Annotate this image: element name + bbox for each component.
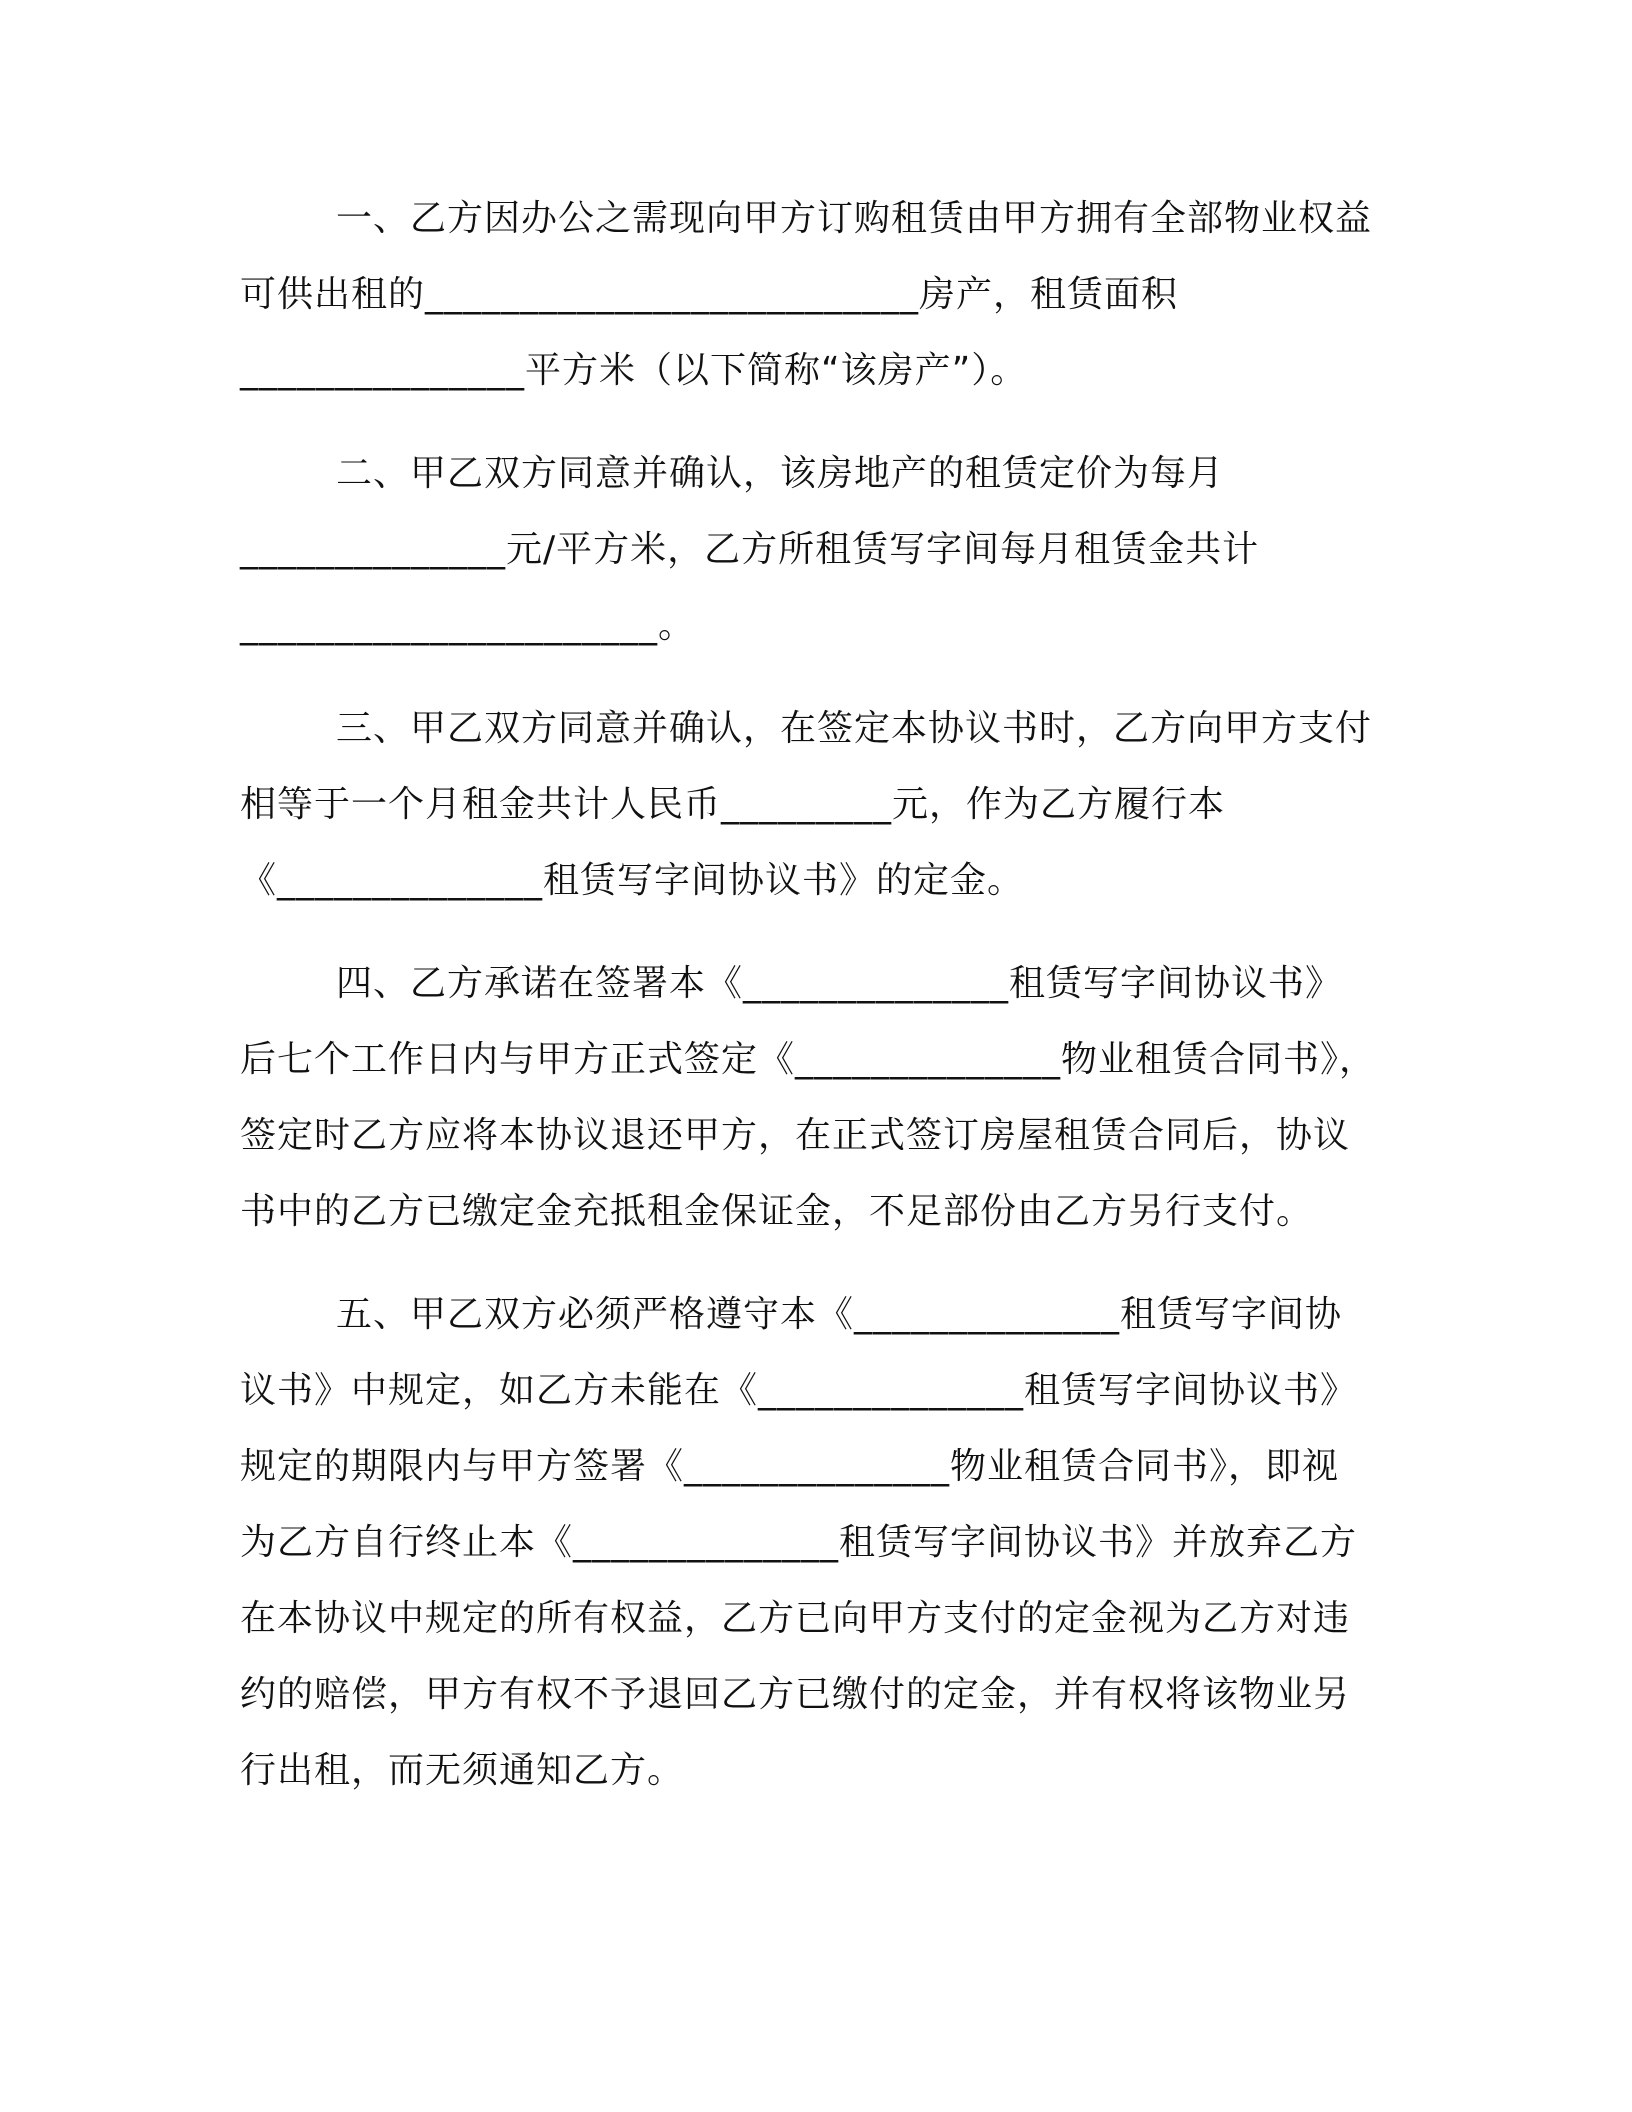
section-two-line-1: 二、甲乙双方同意并确认，该房地产的租赁定价为每月	[336, 453, 1225, 494]
section-five-line-7: 行出租，而无须通知乙方。	[240, 1750, 685, 1791]
section-two-line-3: ______________________。	[240, 605, 695, 646]
section-three-line-2: 相等于一个月租金共计人民币_________元，作为乙方履行本	[240, 784, 1226, 825]
section-five-line-1: 五、甲乙双方必须严格遵守本《______________租赁写字间协	[336, 1294, 1343, 1335]
section-five-line-3: 规定的期限内与甲方签署《______________物业租赁合同书》，即视	[240, 1446, 1340, 1487]
section-four-line-1: 四、乙方承诺在签署本《______________租赁写字间协议书》	[336, 963, 1343, 1004]
section-three-line-1: 三、甲乙双方同意并确认，在签定本协议书时，乙方向甲方支付	[336, 708, 1373, 749]
section-one-line-3: _______________平方米（以下简称“该房产”）。	[240, 350, 1028, 391]
section-two-line-2: ______________元/平方米，乙方所租赁写字间每月租赁金共计	[240, 529, 1260, 570]
section-one-line-1: 一、乙方因办公之需现向甲方订购租赁由甲方拥有全部物业权益	[336, 198, 1373, 239]
section-five-line-2: 议书》中规定，如乙方未能在《______________租赁写字间协议书》	[240, 1370, 1358, 1411]
section-five-line-6: 约的赔偿，甲方有权不予退回乙方已缴付的定金，并有权将该物业另	[240, 1674, 1351, 1715]
section-three-line-3: 《______________租赁写字间协议书》的定金。	[240, 860, 1025, 901]
section-four-line-3: 签定时乙方应将本协议退还甲方，在正式签订房屋租赁合同后，协议	[240, 1115, 1351, 1156]
section-four-line-4: 书中的乙方已缴定金充抵租金保证金，不足部份由乙方另行支付。	[240, 1191, 1314, 1232]
section-five-line-5: 在本协议中规定的所有权益，乙方已向甲方支付的定金视为乙方对违	[240, 1598, 1351, 1639]
section-four-line-2: 后七个工作日内与甲方正式签定《______________物业租赁合同书》，	[240, 1039, 1377, 1080]
section-five-line-4: 为乙方自行终止本《______________租赁写字间协议书》并放弃乙方	[240, 1522, 1358, 1563]
section-one-line-2: 可供出租的__________________________房产，租赁面积	[240, 274, 1179, 315]
